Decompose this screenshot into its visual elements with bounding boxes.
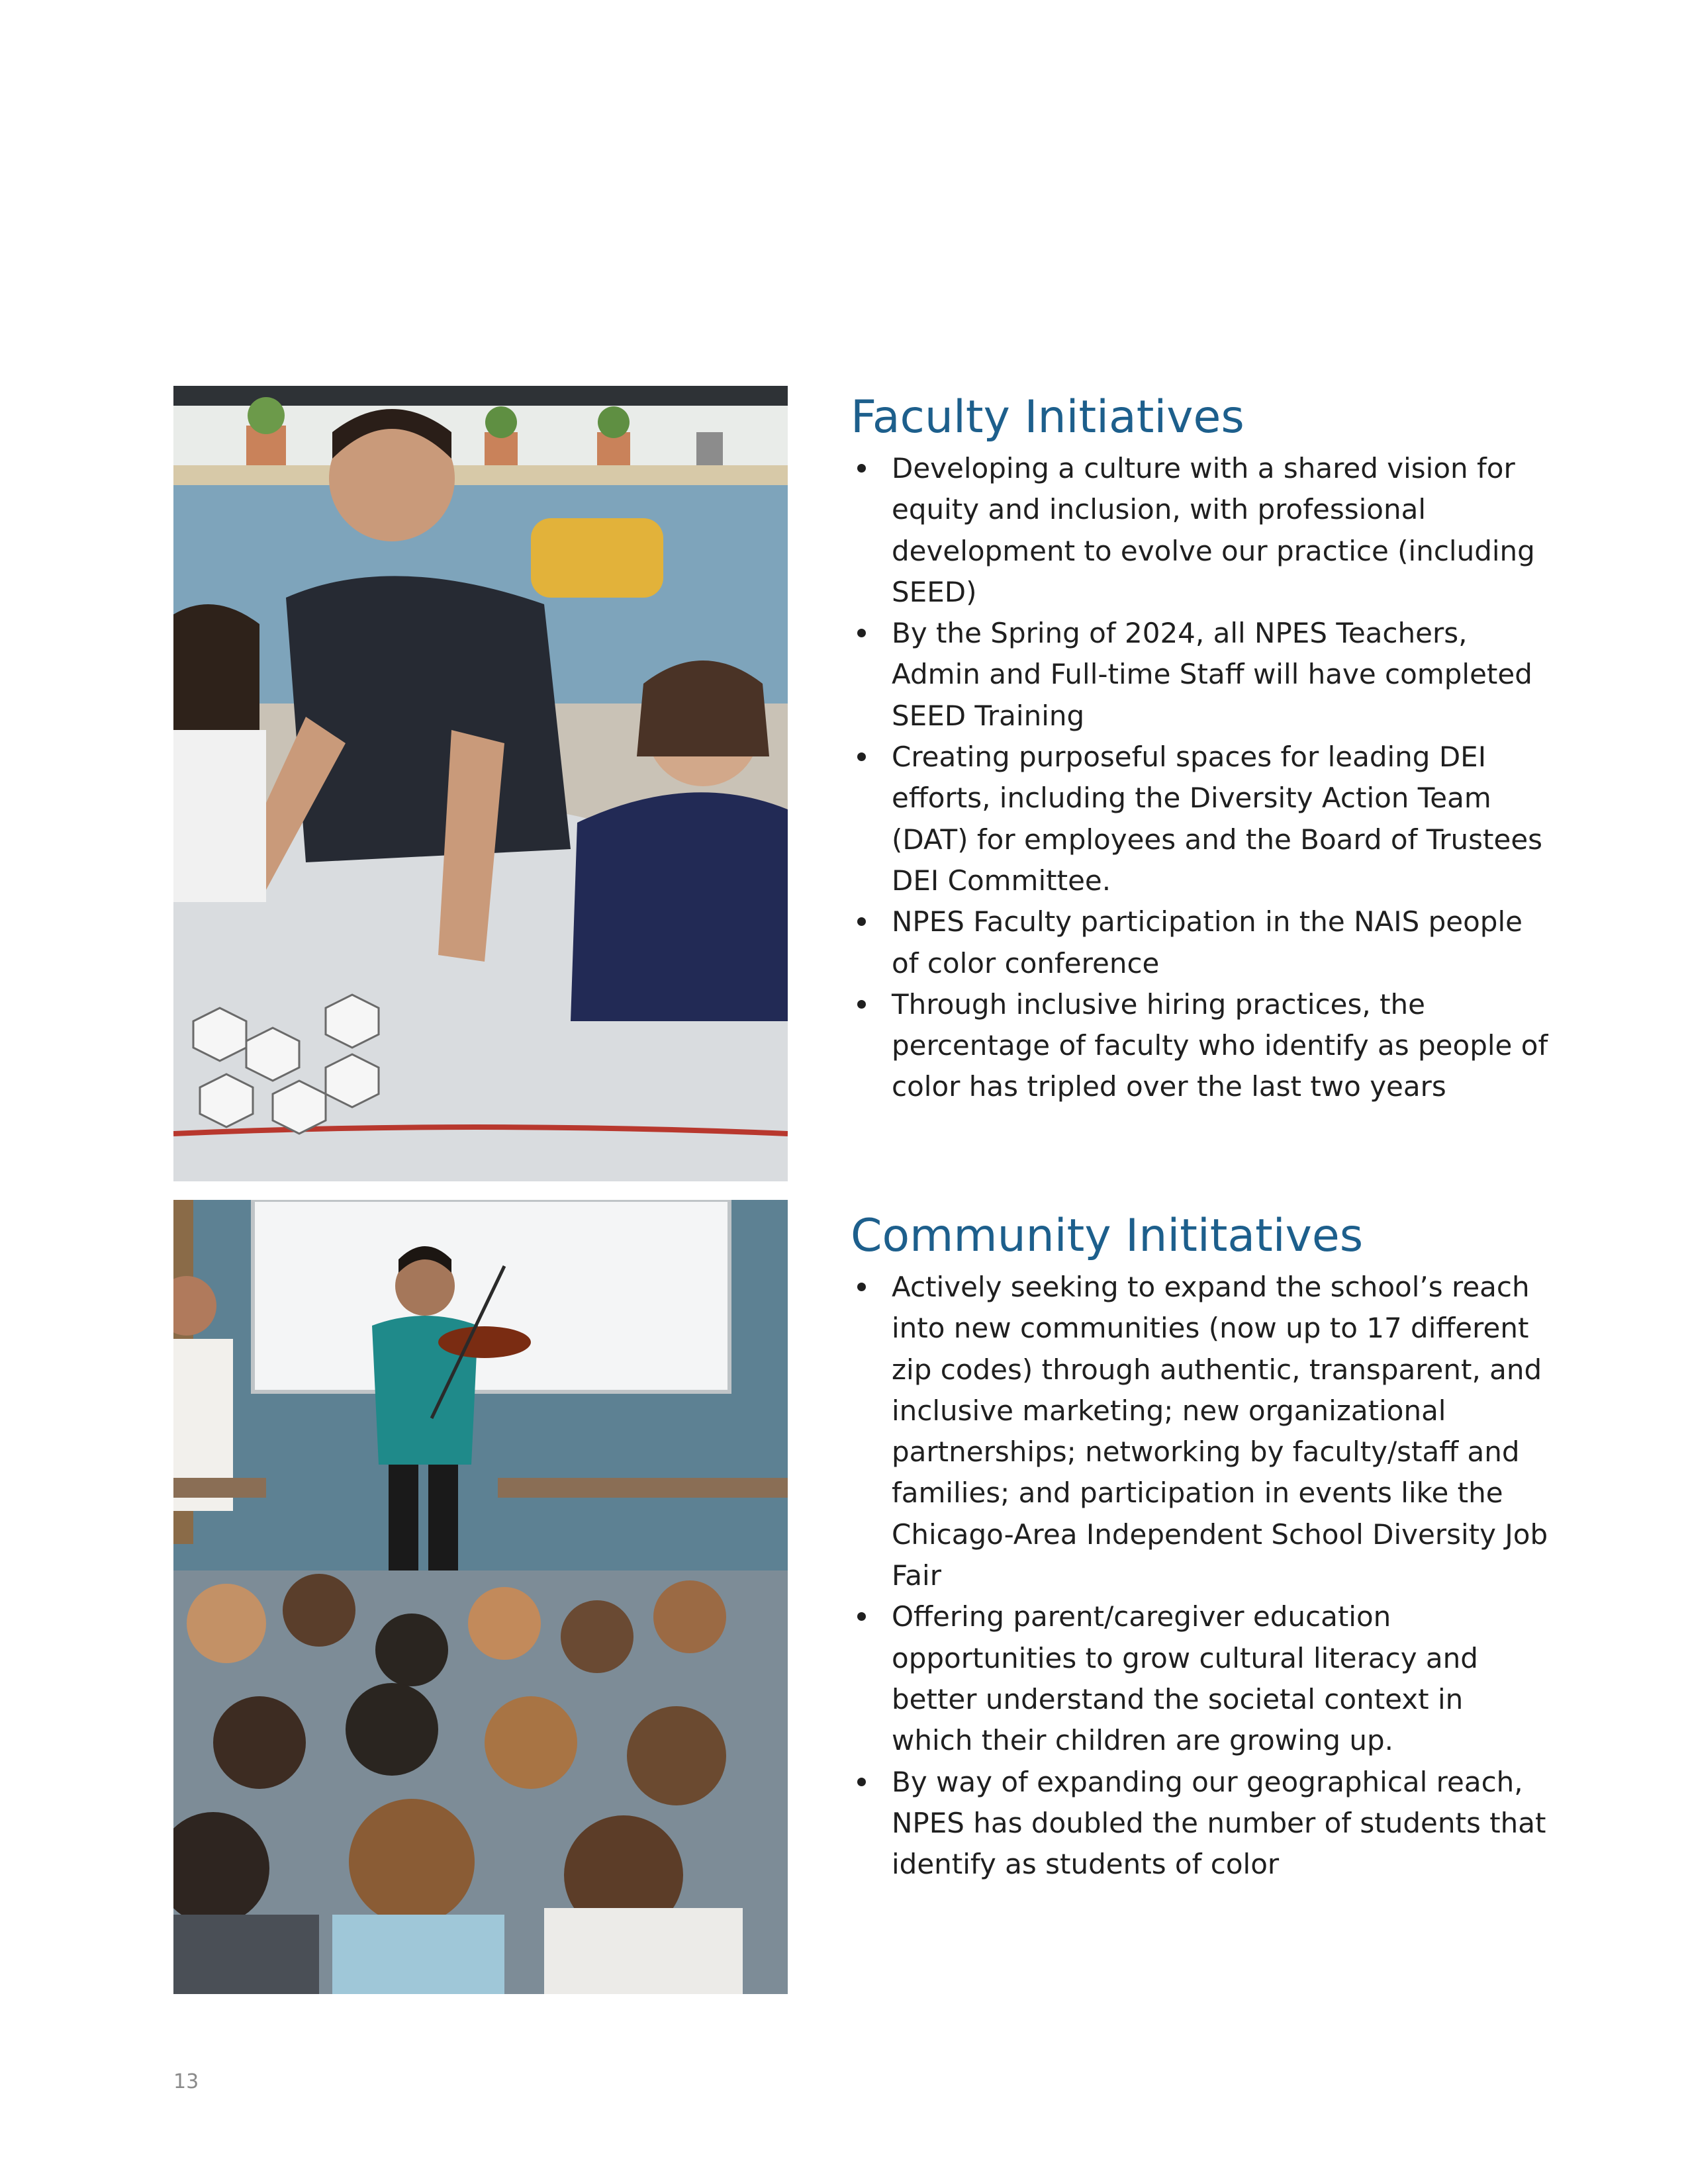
violin-performance-illustration (173, 1200, 788, 1994)
list-item: NPES Faculty participation in the NAIS people of color conference (851, 901, 1552, 984)
list-item: Developing a culture with a shared vision for equity and inclusion, with professional development to evolve our practice (including SEED) (851, 448, 1552, 613)
community-initiatives-list (851, 1267, 1552, 1885)
list-item: Actively seeking to expand the school’s reach into new communities (now up to 17 different zip codes) through authentic, transparent, and inclusive marketing; new organizational partnerships; networking by faculty/staff and families; and participation in events like the Chicago-Area Independent School Diversity Job Fair (851, 1267, 1552, 1596)
list-item: Creating purposeful spaces for leading DEI efforts, including the Diversity Action Team (DAT) for employees and the Board of Trustees DEI Committee. (851, 737, 1552, 901)
list-item: Offering parent/caregiver education opportunities to grow cultural literacy and better understand the societal context in which their children are growing up. (851, 1596, 1552, 1761)
community-initiatives-heading: Community Inititatives (851, 1210, 1364, 1262)
faculty-initiatives-section (851, 387, 1552, 1108)
list-item: Through inclusive hiring practices, the percentage of faculty who identify as people of color has tripled over the last two years (851, 984, 1552, 1108)
list-item: By the Spring of 2024, all NPES Teachers, Admin and Full-time Staff will have completed SEED Training (851, 613, 1552, 737)
list-item: By way of expanding our geographical reach, NPES has doubled the number of students that identify as students of color (851, 1762, 1552, 1886)
violin-performance-photo (173, 1200, 788, 1994)
faculty-initiatives-heading: Faculty Initiatives (851, 391, 1244, 443)
page-number: 13 (173, 2070, 199, 2093)
faculty-initiatives-list (851, 448, 1552, 1108)
classroom-table-illustration (173, 386, 788, 1181)
classroom-table-photo (173, 386, 788, 1181)
community-initiatives-section (851, 1206, 1552, 1885)
